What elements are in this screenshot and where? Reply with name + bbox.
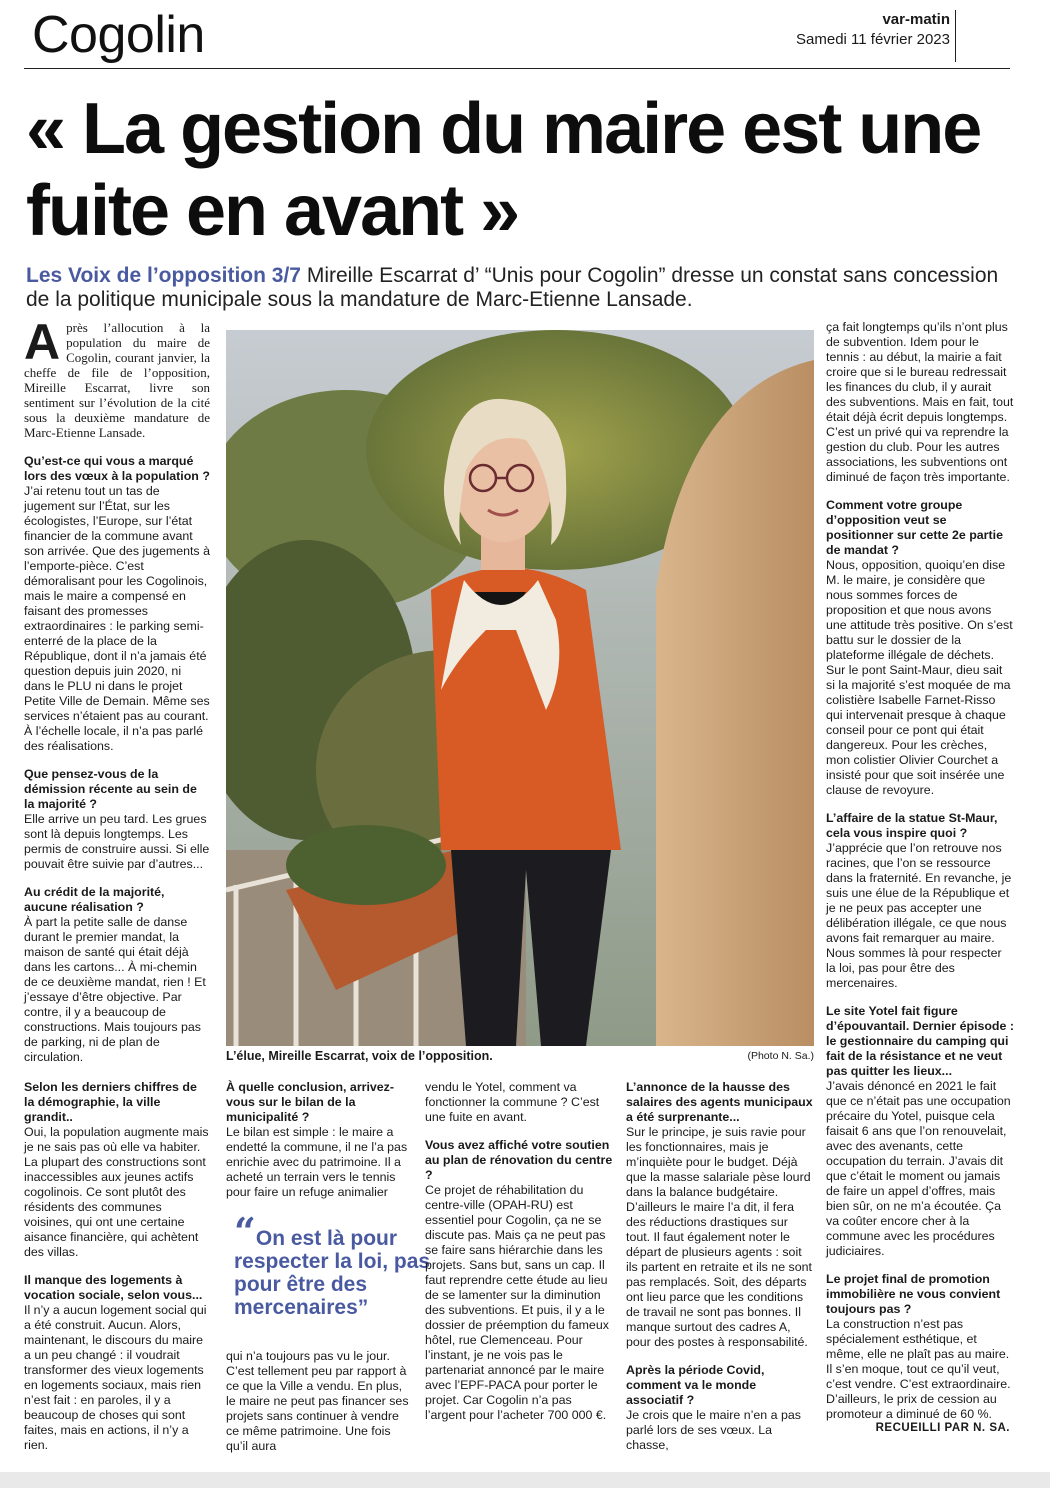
rubric-label: Les Voix de l’opposition 3/7 [26,264,301,287]
intro-text: près l’allocution à la population du maire de Cogolin, courant janvier, la cheffe de file de l’opposition, Mireille Escarrat, livre son sentiment sur l’évolution de la cité sous la deuxième mandature de Marc-Etienne Lansade. [24,320,210,440]
question: Qu’est-ce qui vous a marqué lors des vœux à la population ? [24,454,210,483]
question: Au crédit de la majorité, aucune réalisation ? [24,885,165,914]
answer: ça fait longtemps qu’ils n’ont plus de subvention. Idem pour le tennis : au début, la mairie a fait croire que si le bureau redressait les finances du club, il y aurait des subventions. Mais en fait, tout était déjà écrit depuis longtemps. C’est un privé qui va reprendre la gestion du club. Pour les autres associations, les subventions ont diminué de façon très importante. [826,320,1014,484]
masthead-divider [955,10,956,62]
question: Il manque des logements à vocation sociale, selon vous... [24,1273,203,1302]
paper-name: var-matin [882,11,950,28]
quote-mark-icon: “ [234,1209,256,1254]
question: Le site Yotel fait figure d’épouvantail. Dernier épisode : le gestionnaire du camping qui fait de la résistance et ne veut pas quitter les lieux... [826,1004,1014,1078]
question: Selon les derniers chiffres de la démographie, la ville grandit.. [24,1080,197,1124]
question: Le projet final de promotion immobilière ne vous convient toujours pas ? [826,1272,1001,1316]
answer: Je crois que le maire n’en a pas parlé lors de ses vœux. La chasse, [626,1408,801,1452]
qa-block [626,1080,814,1350]
question: Vous avez affiché votre soutien au plan de rénovation du centre ? [425,1138,613,1182]
photo-illustration [226,330,814,1046]
subhead-text: Mireille Escarrat d’ “Unis pour Cogolin” dresse un constat sans concession de la politique municipale sous la mandature de Marc-Etienne Lansade. [26,264,999,311]
answer: À part la petite salle de danse durant le premier mandat, la maison de santé qui était déjà dans les cartons... À mi-chemin de ce deuxième mandat, rien ! Et j’essaye d’être objective. Par contre, il y a beaucoup de constructions. Mais toujours pas de parking, ni de plan de circulation. [24,915,206,1064]
header-rule [24,68,1010,69]
masthead [796,10,950,50]
subhead [26,264,1016,312]
answer: J’apprécie que l’on retrouve nos racines, que l’on se ressource dans la fraternité. En revanche, je suis une élue de la République et je ne peux pas accepter une délibération illégale, ce que nous avons fait remarquer au maire. Nous sommes là pour respecter la loi, pas pour être des mercenaires. [826,841,1012,990]
column-right [826,320,1014,1435]
question: L’annonce de la hausse des salaires des agents municipaux a été surprenante... [626,1080,813,1124]
question: Après la période Covid, comment va le monde associatif ? [626,1363,765,1407]
intro-paragraph [24,314,210,440]
byline: RECUEILLI PAR N. SA. [875,1422,1010,1434]
question: L’affaire de la statue St-Maur, cela vous inspire quoi ? [826,811,998,840]
question: Comment votre groupe d’opposition veut se positionner sur cette 2e partie de mandat ? [826,498,1003,557]
answer: vendu le Yotel, comment va fonctionner la commune ? C’est une fuite en avant. [425,1080,600,1124]
page-bottom-bar [0,1472,1050,1488]
headline: « La gestion du maire est une fuite en avant » [26,89,981,251]
column-4 [425,1080,613,1436]
qa-block [626,1363,814,1453]
qa-block [24,454,210,754]
column-5 [626,1080,814,1466]
portrait-photo [226,330,814,1046]
question: À quelle conclusion, arrivez-vous sur le bilan de la municipalité ? [226,1080,395,1124]
qa-block [826,811,1014,991]
answer: J’ai retenu tout un tas de jugement sur l’État, sur les écologistes, l’Europe, sur l’état financier de la commune avant son arrivée. Que des jugements à l’emporte-pièce. C’est démoralisant pour les Cogolinois, mais le maire a compensé en faisant des promesses extraordinaires : le parking semi-enterré de la place de la République, dont il n’a jamais été question depuis juin 2020, ni dans le PLU ni dans le projet Petite Ville de Demain. Même ses services n’étaient pas au courant. À l’échelle locale, il n’a pas parlé des réalisations. [24,484,210,753]
photo-credit: (Photo N. Sa.) [747,1050,814,1062]
answer-continued: qui n’a toujours pas vu le jour. C’est tellement peu par rapport à ce que la Ville a vendu. En plus, le maire ne peut pas financer ses projets sans continuer à vendre ce même patrimoine. Une fois qu’il aura [226,1349,409,1453]
column-1 [24,314,210,1078]
dropcap: A [24,314,61,370]
qa-block [826,1004,1014,1259]
qa-block [24,1080,210,1260]
qa-block [24,1273,210,1453]
answer: Nous, opposition, quoiqu’en dise M. le maire, je considère que nous sommes forces de proposition et que nous avons une attitude très positive. On s’est battu sur le dossier de la plateforme illégale de déchets. Sur le pont Saint-Maur, dieu sait si la majorité s’est moquée de ma colistière Isabelle Farnet-Risso qui intervenait presque à chaque conseil pour ce pont qui était dangereux. Pour les crèches, mon colistier Olivier Courchet a insisté pour que soit insérée une clause de revoyure. [826,558,1013,797]
qa-block [826,320,1014,485]
answer: J’avais dénoncé en 2021 le fait que ce n’était pas une occupation précaire du Yotel, puisque cela faisait 6 ans que l’on renouvelait, avec des avenants, cette occupation du terrain. J’avais dit que c’était le moment ou jamais de faire un appel d’offres, mais bien sûr, on ne m’a écoutée. Ça va coûter encore cher à la commune avec les procédures judiciaires. [826,1079,1011,1258]
qa-block [24,767,210,872]
qa-block [425,1080,613,1125]
qa-block [24,885,210,1065]
photo-caption [226,1048,814,1064]
answer: Le bilan est simple : le maire a endetté la commune, il ne l’a pas enrichie avec du patrimoine. Il a acheté un terrain vers le tennis pour faire un refuge animalier [226,1125,408,1199]
pull-quote-text: On est là pour respecter la loi, pas pour être des mercenaires” [234,1227,431,1319]
issue-date: Samedi 11 février 2023 [796,31,950,48]
question: Que pensez-vous de la démission récente au sein de la majorité ? [24,767,197,811]
answer: Elle arrive un peu tard. Les grues sont là depuis longtemps. Les permis de construire aussi. Si elle pouvait être suivie par d’autres... [24,812,210,871]
answer: Oui, la population augmente mais je ne sais pas où elle va habiter. La plupart des constructions sont inaccessibles aux jeunes actifs cogolinois. Ce sont plutôt des résidents des communes voisines, qui ont une certaine aisance financière, qui achètent des villas. [24,1125,209,1259]
answer: Ce projet de réhabilitation du centre-ville (OPAH-RU) est essentiel pour Cogolin, ça ne se discute pas. Mais ça ne peut pas se faire sans hiérarchie dans les projets. Sans but, sans un cap. Il faut reprendre cette étude au lieu de se lamenter sur la diminution des subventions. Et puis, il y a le dossier de préemption du fameux hôtel, rue Clemenceau. Pour l’instant, je ne vois pas le partenariat annoncé par le maire avec l’EPF-PACA pour porter le projet. Car Cogolin n’a pas l’argent pour l’acheter 700 000 €. [425,1183,609,1422]
qa-block [826,1272,1014,1422]
town-title: Cogolin [32,6,205,64]
answer: La construction n’est pas spécialement esthétique, et même, elle ne plaît pas au maire. Il s’en moque, tout ce qu’il veut, c’est vendre. C’est extraordinaire. D’ailleurs, le prix de cession au promoteur a diminué de 60 %. [826,1317,1011,1421]
caption-text: L’élue, Mireille Escarrat, voix de l’opposition. [226,1049,493,1063]
answer: Sur le principe, je suis ravie pour les fonctionnaires, mais je m’inquiète pour le budget. Déjà que la masse salariale pèse lourd dans la balance budgétaire. D’ailleurs le maire l’a dit, il fera des réductions drastiques sur tout. Il faut également noter le départ de plusieurs agents : soit ils partent en retraite et ils ne sont pas remplacés. Soit, des départs ont lieu parce que les conditions de travail ne sont pas bonnes. Il manque surtout des cadres A, pour des postes à responsabilité. [626,1125,812,1349]
qa-block [425,1138,613,1423]
column-1-bottom [24,1080,210,1466]
answer: Il n’y a aucun logement social qui a été construit. Aucun. Alors, maintenant, le discours du maire a un peu changé : il voudrait transformer des vieux logements en logements sociaux, mais rien n’est fait : en paroles, il y a beaucoup de choses qui sont faites, mais en actions, il n’y a rien. [24,1303,207,1452]
qa-block [826,498,1014,798]
